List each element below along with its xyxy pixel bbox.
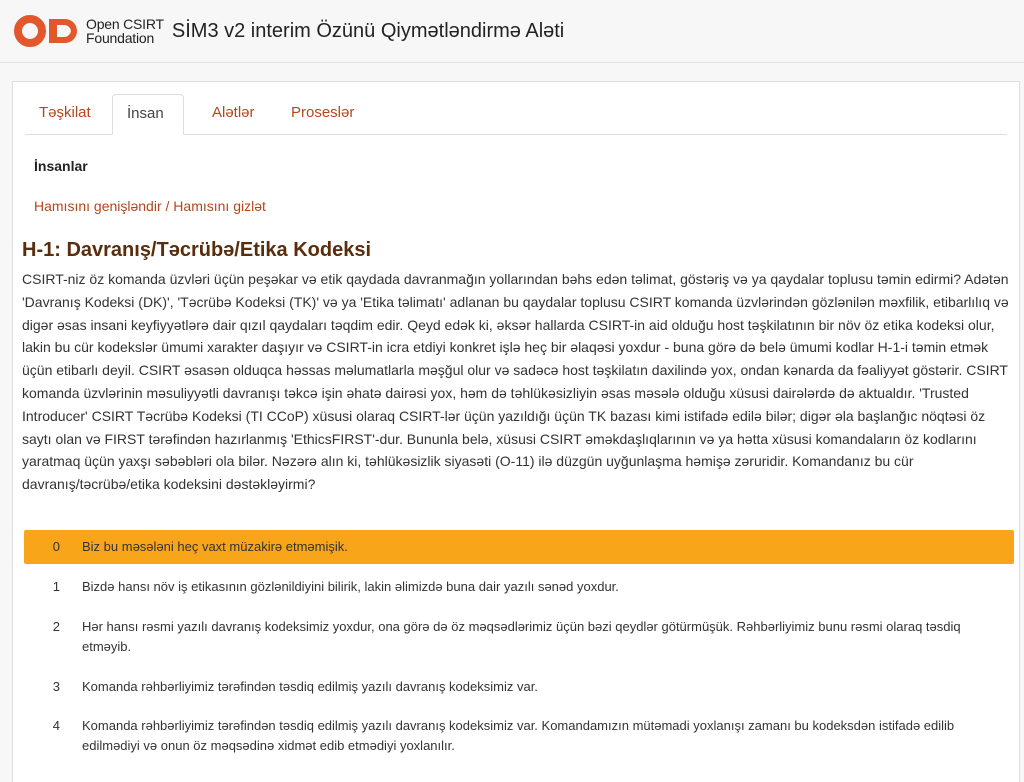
tab-insan[interactable]: İnsan	[112, 94, 184, 135]
option-text: Biz bu məsələni heç vaxt müzakirə etməmişik.	[82, 539, 348, 554]
expand-collapse-links	[34, 198, 266, 214]
option-text: Komanda rəhbərliyimiz tərəfindən təsdiq edilmiş yazılı davranış kodeksimiz var.	[82, 679, 538, 694]
top-bar	[0, 0, 1024, 63]
question-description: CSIRT-niz öz komanda üzvləri üçün peşəkar və etik qaydada davranmağın yollarından bəhs edən təlimat, göstəriş və ya qaydalar toplusu təmin edirmi? Adətən 'Davranış Kodeksi (DK)', 'Təcrübə Kodeksi (TK)' və ya 'Etika təlimatı' adlanan bu qaydalar toplusu CSIRT komanda üzvlərindən gözlənilən məxfilik, etibarlılıq və digər əsas insani keyfiyyətlərə dair qızıl qaydaları təqdim edir. Qeyd edək ki, əksər hallarda CSIRT-in aid olduğu host təşkilatının bir növ öz etika kodeksi olur, lakin bu cür kodekslər ümumi xarakter daşıyır və CSIRT-in icra etdiyi konkret işlə heç bir əlaqəsi yoxdur - buna görə də belə ümumi kodlar H-1-i təmin etmək üçün etibarlı deyil. CSIRT əsasən olduqca həssas məlumatlarla məşğul olur və sadəcə host təşkilatın daxilində yox, ondan kənarda da fəaliyyət göstərir. CSIRT komanda üzvlərinin məsuliyyətli davranışı təkcə işin əhatə dairəsi yox, həm də təhlükəsizliyin əsas məsələ olduğu xüsusi dairələrdə də aktualdır. 'Trusted Introducer' CSIRT Təcrübə Kodeksi (TI CCoP) xüsusi olaraq CSIRT-lər üçün yazıldığı üçün TK bazası kimi istifadə edilə bilər; digər əla başlanğıc nöqtəsi öz saytı olan və FIRST tərəfindən hazırlanmış 'EthicsFIRST'-dur. Bununla belə, xüsusi CSIRT əməkdaşlıqlarının və ya hətta xüsusi komandaların öz kodlarını yaratmaq üçün yaxşı səbəbləri ola bilər. Nəzərə alın ki, təhlükəsizlik siyasəti (O-11) ilə düzgün uyğunlaşma həmişə zəruridir. Komandanız bu cür davranış/təcrübə/etika kodeksini dəstəkləyirmi?	[22, 271, 1009, 493]
option-text: Bizdə hansı növ iş etikasının gözlənildiyini bilirik, lakin əlimizdə buna dair yazılı sənəd yoxdur.	[82, 579, 619, 594]
main-panel	[12, 81, 1020, 782]
logo-text	[86, 17, 164, 45]
option-number: 2	[52, 619, 60, 634]
logo-line2: Foundation	[86, 30, 155, 46]
app-title: SİM3 v2 interim Özünü Qiymətləndirmə Aləti	[171, 19, 565, 42]
tab-aletler[interactable]: Alətlər	[212, 104, 255, 121]
question-title: H-1: Davranış/Təcrübə/Etika Kodeksi	[22, 239, 372, 261]
tab-prosesler[interactable]: Proseslər	[291, 104, 355, 121]
tab-teskilat[interactable]: Təşkilat	[39, 104, 91, 121]
answer-option-0[interactable]	[24, 530, 1014, 564]
open-csirt-logo[interactable]	[13, 14, 164, 48]
answer-option-4[interactable]	[24, 709, 1014, 761]
answer-option-1[interactable]	[24, 570, 1014, 604]
expand-all-link[interactable]: Hamısını genişləndir	[34, 198, 162, 214]
answer-option-3[interactable]	[24, 670, 1014, 704]
option-number: 3	[52, 679, 60, 694]
option-number: 0	[52, 539, 60, 554]
option-number: 4	[52, 718, 60, 733]
option-text: Komanda rəhbərliyimiz tərəfindən təsdiq edilmiş yazılı davranış kodeksimiz var. Komandamızın mütəmadi yoxlanışı zamanı bu kodeksdən istifadə edilib edilmədiyi və onun öz məqsədinə xidmət edib etmədiyi yoxlanılır.	[82, 718, 955, 753]
option-text: Hər hansı rəsmi yazılı davranış kodeksimiz yoxdur, ona görə də öz məqsədlərimiz üçün bəzi qeydlər götürmüşük. Rəhbərliyimiz bunu rəsmi olaraq təsdiq etməyib.	[82, 619, 961, 654]
open-csirt-logo-icon	[13, 14, 81, 48]
logo-line1: Open CSIRT	[86, 16, 164, 32]
answer-option-2[interactable]	[24, 610, 1014, 662]
hide-all-link[interactable]: Hamısını gizlət	[173, 198, 266, 214]
tab-bar	[25, 94, 1007, 135]
option-number: 1	[52, 579, 60, 594]
section-title: İnsanlar	[34, 158, 88, 174]
link-separator: /	[165, 198, 170, 214]
